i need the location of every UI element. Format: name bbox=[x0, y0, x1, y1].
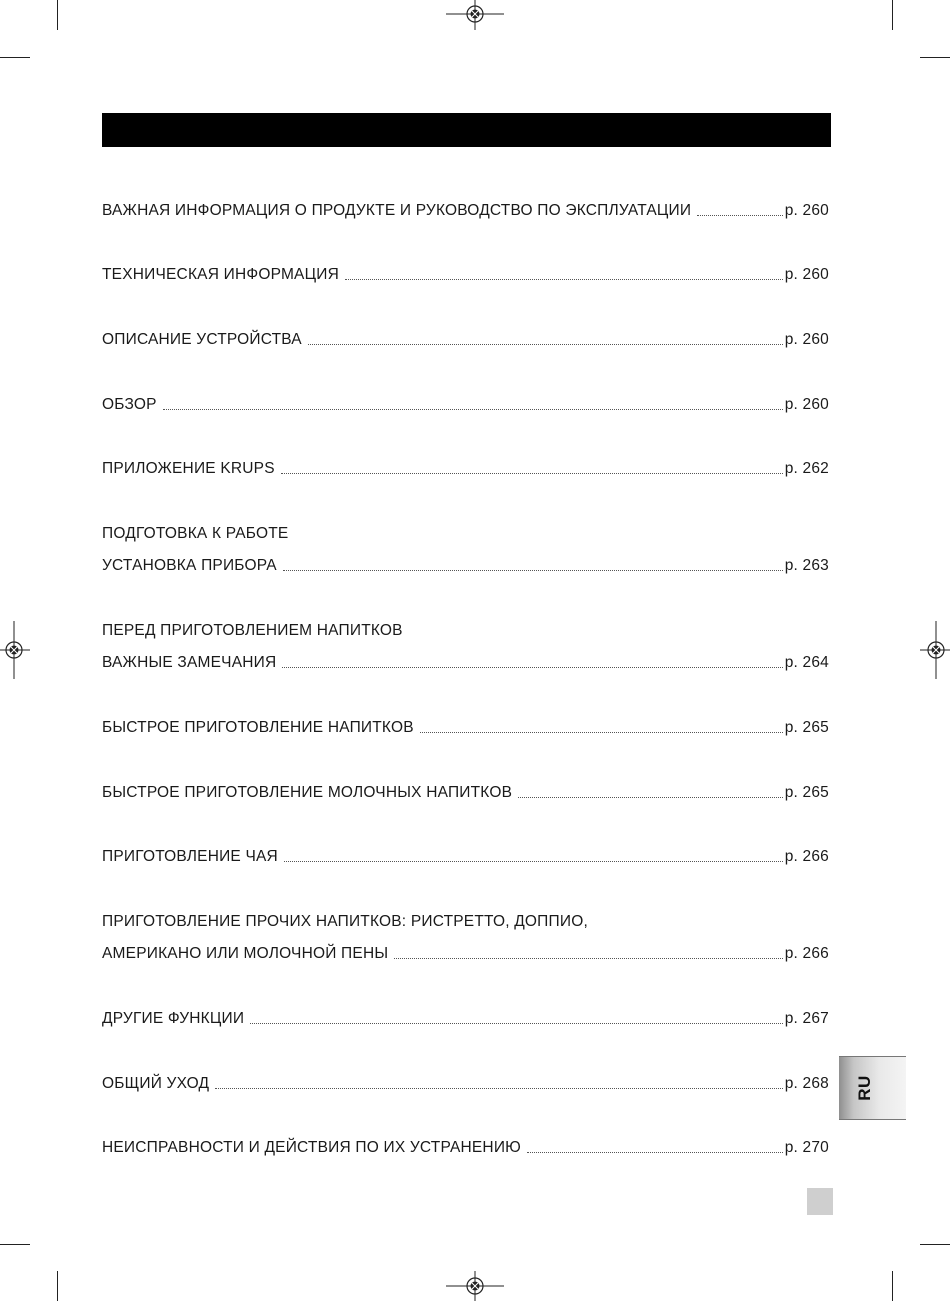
dot-leader bbox=[345, 278, 783, 280]
crop-mark bbox=[892, 1271, 893, 1301]
toc-entry[interactable] bbox=[102, 459, 829, 479]
toc-entry-label: ОБЩИЙ УХОД bbox=[102, 1075, 210, 1092]
toc-entry-page: р. 260 bbox=[784, 266, 829, 283]
page-number-box bbox=[807, 1188, 833, 1215]
toc-entry-label: БЫСТРОЕ ПРИГОТОВЛЕНИЕ НАПИТКОВ bbox=[102, 719, 414, 736]
toc-section-heading: ПЕРЕД ПРИГОТОВЛЕНИЕМ НАПИТКОВ bbox=[102, 622, 403, 639]
toc-entry-page: р. 268 bbox=[784, 1075, 829, 1092]
toc-entry-page: р. 264 bbox=[784, 654, 829, 671]
crop-mark bbox=[0, 57, 30, 58]
toc-entry-page: р. 267 bbox=[784, 1010, 829, 1027]
dot-leader bbox=[250, 1022, 782, 1024]
toc-entry[interactable] bbox=[102, 1074, 829, 1094]
language-tab bbox=[839, 1056, 906, 1120]
dot-leader bbox=[281, 472, 783, 474]
toc-entry-page: р. 260 bbox=[784, 331, 829, 348]
dot-leader bbox=[163, 408, 783, 410]
registration-mark-icon bbox=[920, 621, 950, 679]
dot-leader bbox=[518, 796, 783, 798]
toc-entry[interactable] bbox=[102, 556, 829, 576]
toc-entry[interactable] bbox=[102, 718, 829, 738]
dot-leader bbox=[308, 343, 783, 345]
toc-section-heading: ПРИГОТОВЛЕНИЕ ПРОЧИХ НАПИТКОВ: РИСТРЕТТО, ДОППИО, bbox=[102, 913, 588, 930]
dot-leader bbox=[283, 569, 783, 571]
toc-entry[interactable] bbox=[102, 847, 829, 867]
toc-entry-page: р. 265 bbox=[784, 719, 829, 736]
toc-entry[interactable] bbox=[102, 944, 829, 964]
toc-entry-label: ОПИСАНИЕ УСТРОЙСТВА bbox=[102, 331, 302, 348]
dot-leader bbox=[215, 1087, 782, 1089]
crop-mark bbox=[0, 1244, 30, 1245]
toc-entry-label: ОБЗОР bbox=[102, 396, 157, 413]
toc-entry-page: р. 266 bbox=[784, 945, 829, 962]
toc-entry[interactable] bbox=[102, 201, 829, 221]
toc-entry-page: р. 266 bbox=[784, 848, 829, 865]
crop-mark bbox=[920, 1244, 950, 1245]
toc-entry-page: р. 265 bbox=[784, 784, 829, 801]
dot-leader bbox=[697, 214, 782, 216]
toc-entry-label: УСТАНОВКА ПРИБОРА bbox=[102, 557, 277, 574]
toc-entry[interactable] bbox=[102, 1138, 829, 1158]
toc-entry[interactable] bbox=[102, 653, 829, 673]
dot-leader bbox=[420, 731, 783, 733]
language-tab-label: RU bbox=[855, 1075, 874, 1101]
dot-leader bbox=[284, 860, 783, 862]
toc-entry-label: ТЕХНИЧЕСКАЯ ИНФОРМАЦИЯ bbox=[102, 266, 339, 283]
crop-mark bbox=[920, 57, 950, 58]
toc-entry[interactable] bbox=[102, 395, 829, 415]
dot-leader bbox=[282, 666, 782, 668]
registration-mark-icon bbox=[446, 0, 504, 30]
toc-entry-page: р. 262 bbox=[784, 460, 829, 477]
crop-mark bbox=[892, 0, 893, 30]
toc-entry-label: ВАЖНЫЕ ЗАМЕЧАНИЯ bbox=[102, 654, 277, 671]
toc-entry-label: ПРИЛОЖЕНИЕ KRUPS bbox=[102, 460, 275, 477]
crop-mark bbox=[57, 1271, 58, 1301]
toc-entry[interactable] bbox=[102, 265, 829, 285]
crop-mark bbox=[57, 0, 58, 30]
dot-leader bbox=[527, 1151, 783, 1153]
toc-entry-page: р. 260 bbox=[784, 396, 829, 413]
toc-entry-label: АМЕРИКАНО ИЛИ МОЛОЧНОЙ ПЕНЫ bbox=[102, 945, 389, 962]
registration-mark-icon bbox=[446, 1271, 504, 1301]
toc-entry-page: р. 263 bbox=[784, 557, 829, 574]
toc-entry-label: БЫСТРОЕ ПРИГОТОВЛЕНИЕ МОЛОЧНЫХ НАПИТКОВ bbox=[102, 784, 513, 801]
toc-entry-page: р. 260 bbox=[784, 202, 829, 219]
toc-entry-page: р. 270 bbox=[784, 1139, 829, 1156]
toc-entry[interactable] bbox=[102, 783, 829, 803]
toc-entry-label: ПРИГОТОВЛЕНИЕ ЧАЯ bbox=[102, 848, 278, 865]
toc-entry-label: ДРУГИЕ ФУНКЦИИ bbox=[102, 1010, 245, 1027]
toc-entry-label: НЕИСПРАВНОСТИ И ДЕЙСТВИЯ ПО ИХ УСТРАНЕНИЮ bbox=[102, 1139, 522, 1156]
dot-leader bbox=[394, 957, 782, 959]
toc-entry[interactable] bbox=[102, 330, 829, 350]
toc-section-heading: ПОДГОТОВКА К РАБОТЕ bbox=[102, 525, 289, 542]
toc-entry-label: ВАЖНАЯ ИНФОРМАЦИЯ О ПРОДУКТЕ И РУКОВОДСТВО ПО ЭКСПЛУАТАЦИИ bbox=[102, 202, 692, 219]
header-bar bbox=[102, 113, 831, 147]
toc-entry[interactable] bbox=[102, 1009, 829, 1029]
registration-mark-icon bbox=[0, 621, 30, 679]
